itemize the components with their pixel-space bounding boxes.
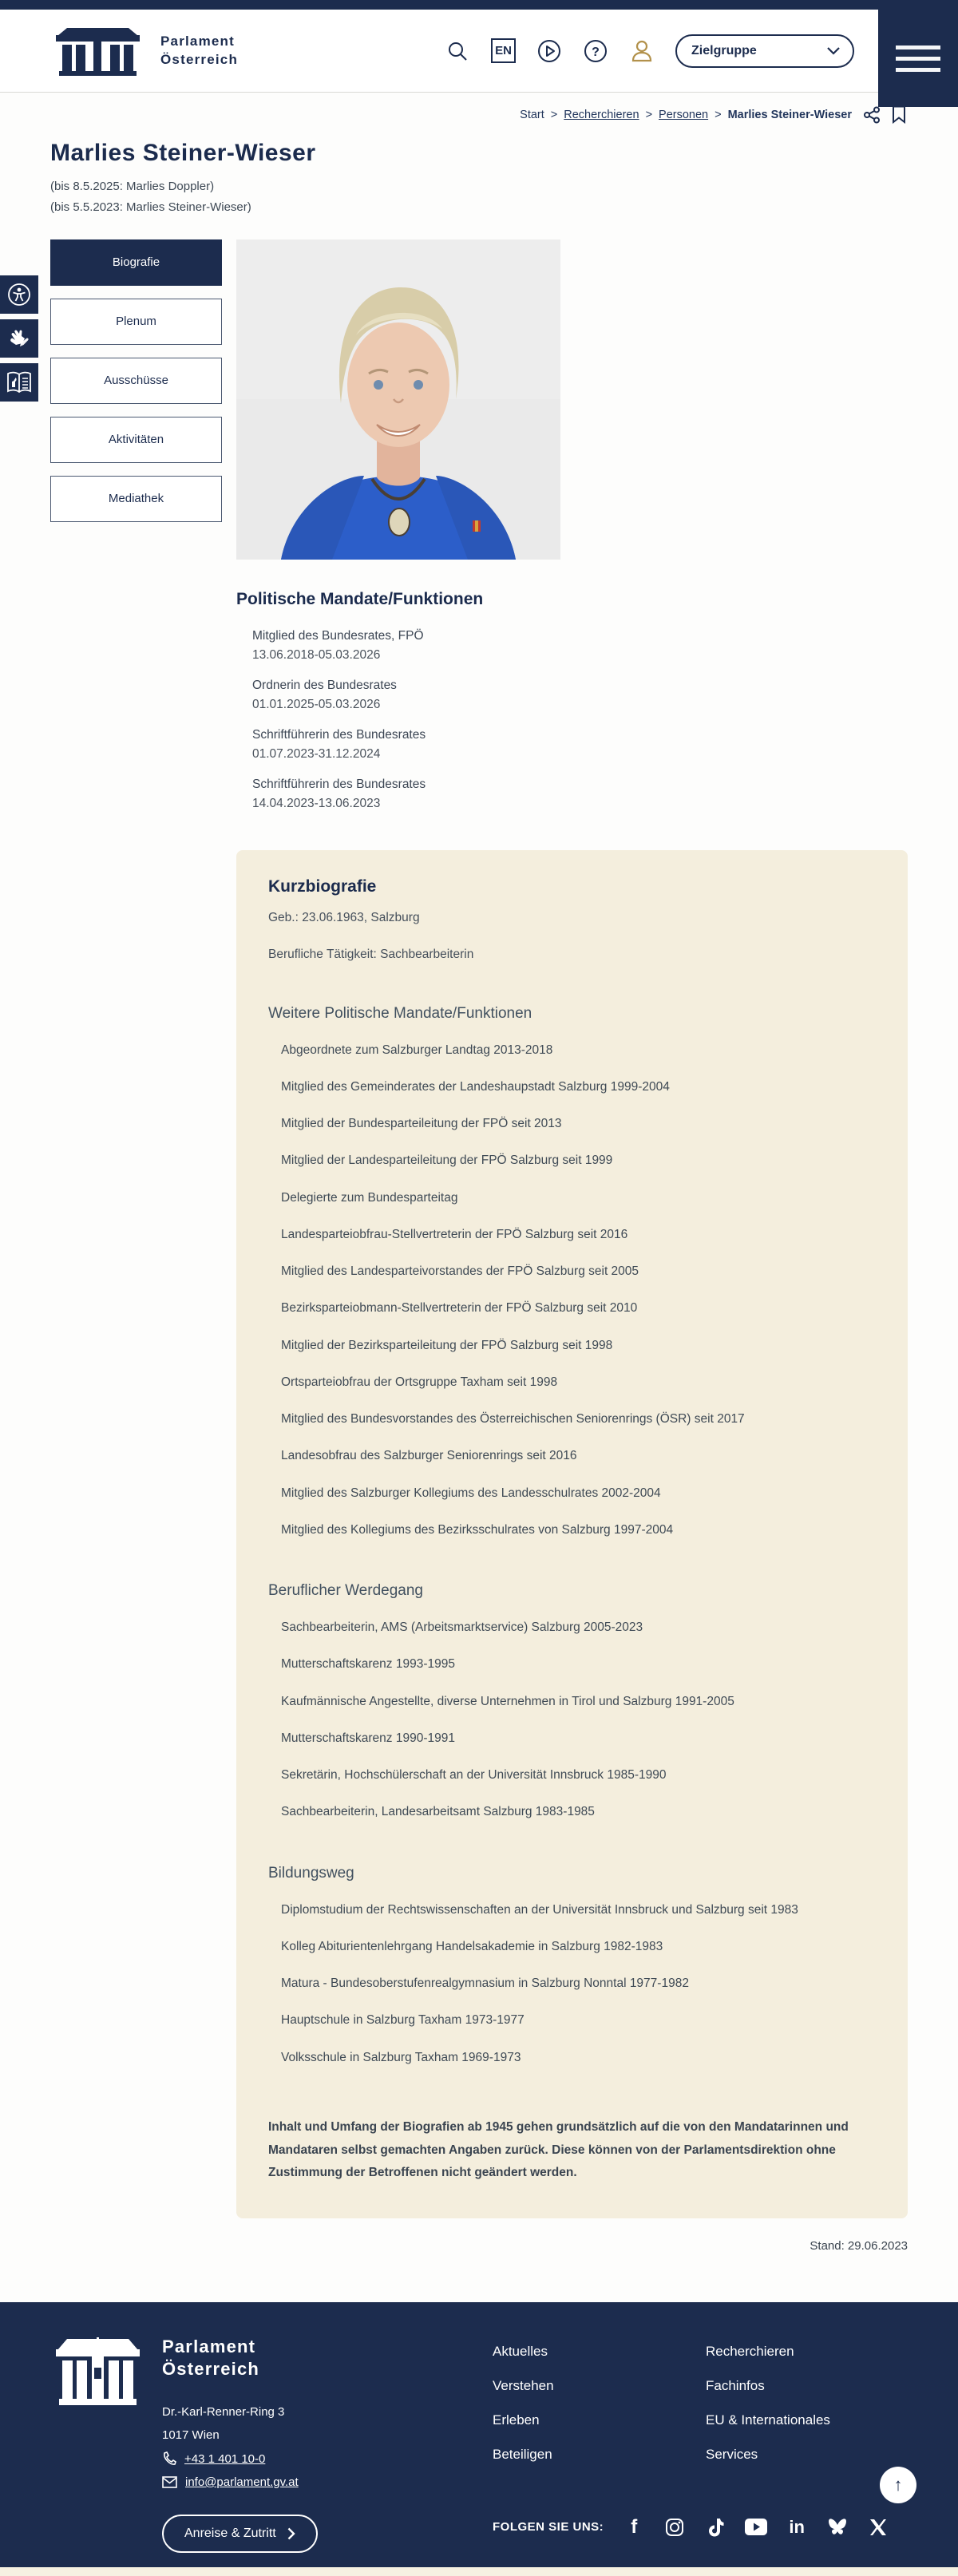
list-item: Kaufmännische Angestellte, diverse Unternehmen in Tirol und Salzburg 1991-2005 xyxy=(281,1694,734,1708)
footer-nav-link[interactable]: Services xyxy=(706,2446,758,2462)
list-item: Mitglied des Bundesvorstandes des Österreichischen Seniorenrings (ÖSR) seit 2017 xyxy=(281,1412,745,1426)
footer-address: Dr.-Karl-Renner-Ring 3 1017 Wien +43 1 401 10-0 info@parlament.gv.at xyxy=(162,2400,318,2494)
facebook-icon[interactable]: f xyxy=(631,2515,638,2538)
footer-nav-link[interactable]: Beteiligen xyxy=(493,2446,552,2462)
mandates-title: Politische Mandate/Funktionen xyxy=(236,589,484,608)
breadcrumb-item[interactable]: Marlies Steiner-Wieser xyxy=(727,108,852,121)
mandate-entry: Schriftführerin des Bundesrates 01.07.2023-31.12.2024 xyxy=(252,727,426,761)
biography-content xyxy=(236,239,908,2302)
footer-nav-column-2 xyxy=(706,2344,830,2481)
phone-icon xyxy=(162,2451,176,2466)
list-item: Mitglied des Kollegiums des Bezirksschulrates von Salzburg 1997-2004 xyxy=(281,1522,674,1537)
weitere-mandate-section xyxy=(268,1005,876,1540)
biography-disclaimer: Inhalt und Umfang der Biografien ab 1945 gehen grundsätzlich auf die von den Mandatarinnen und Mandataren selbst gemachten Angaben zurück. Diese können von der Parlamentsdirektion ohne Zustimmung der Betroffenen nicht geändert werden. xyxy=(268,2119,849,2180)
zielgruppe-dropdown[interactable] xyxy=(675,34,854,68)
list-item: Sekretärin, Hochschülerschaft an der Universität Innsbruck 1985-1990 xyxy=(281,1768,667,1783)
section-tabs xyxy=(50,239,222,2302)
mandate-entry: Ordnerin des Bundesrates 01.01.2025-05.03.2026 xyxy=(252,678,397,711)
list-item: Matura - Bundesoberstufenrealgymnasium in Salzburg Nonntal 1977-1982 xyxy=(281,1977,689,1991)
list-item: Mitglied des Salzburger Kollegiums des Landesschulrates 2002-2004 xyxy=(281,1486,661,1500)
footer-phone-link[interactable]: +43 1 401 10-0 xyxy=(184,2451,266,2466)
instagram-icon[interactable] xyxy=(663,2516,686,2538)
bildungsweg-section xyxy=(268,1865,876,2067)
arrow-up-icon: ↑ xyxy=(893,2474,903,2495)
breadcrumb-items xyxy=(520,109,852,121)
user-icon[interactable] xyxy=(629,38,655,64)
list-item: Mutterschaftskarenz 1990-1991 xyxy=(281,1731,455,1745)
bildungsweg-heading: Bildungsweg xyxy=(268,1864,354,1882)
list-item: Mitglied der Landesparteileitung der FPÖ Salzburg seit 1999 xyxy=(281,1153,613,1168)
list-item: Volksschule in Salzburg Taxham 1969-1973 xyxy=(281,2050,521,2064)
section-tab[interactable]: Aktivitäten xyxy=(50,417,222,463)
hamburger-menu-button[interactable] xyxy=(878,10,958,107)
former-names xyxy=(50,176,908,219)
accessibility-rail xyxy=(0,275,38,402)
x-icon[interactable] xyxy=(867,2516,889,2538)
list-item: Mitglied der Bezirksparteileitung der FPÖ Salzburg seit 1998 xyxy=(281,1338,613,1352)
section-tab[interactable]: Mediathek xyxy=(50,476,222,522)
search-icon[interactable] xyxy=(445,38,470,64)
list-item: Abgeordnete zum Salzburger Landtag 2013-2018 xyxy=(281,1043,553,1057)
breadcrumb-separator: > xyxy=(715,108,722,121)
footer-brand-block xyxy=(56,2333,318,2553)
mandates-section xyxy=(236,590,908,813)
breadcrumb-separator: > xyxy=(645,108,653,121)
beruflicher-werdegang-heading: Beruflicher Werdegang xyxy=(268,1582,423,1600)
breadcrumb-separator: > xyxy=(550,108,558,121)
sign-language-icon[interactable] xyxy=(0,319,38,358)
chevron-right-icon xyxy=(287,2527,295,2540)
weitere-mandate-list xyxy=(268,1041,876,1540)
main-content xyxy=(0,140,958,2302)
envelope-icon xyxy=(162,2476,177,2488)
language-en-button[interactable]: EN xyxy=(491,38,516,63)
list-item: Bezirksparteiobmann-Stellvertreterin der FPÖ Salzburg seit 2010 xyxy=(281,1301,638,1316)
footer-email-link[interactable]: info@parlament.gv.at xyxy=(185,2475,299,2489)
scroll-to-top-button[interactable] xyxy=(880,2467,916,2503)
list-item: Sachbearbeiterin, AMS (Arbeitsmarktservice) Salzburg 2005-2023 xyxy=(281,1620,643,1635)
header-actions xyxy=(445,10,854,92)
easy-language-icon[interactable] xyxy=(0,363,38,402)
footer-nav-link[interactable]: Aktuelles xyxy=(493,2343,548,2359)
portrait-photo xyxy=(236,239,560,560)
share-icon[interactable] xyxy=(863,106,881,124)
footer-brand-text: Parlament Österreich xyxy=(162,2336,260,2380)
tiktok-icon[interactable] xyxy=(704,2516,726,2538)
former-name-line: (bis 8.5.2025: Marlies Doppler) xyxy=(50,180,215,193)
mandates-list xyxy=(236,627,908,813)
parliament-temple-icon xyxy=(56,2333,140,2408)
bookmark-icon[interactable] xyxy=(892,105,906,124)
play-circle-icon[interactable] xyxy=(536,38,562,64)
list-item: Kolleg Abiturientenlehrgang Handelsakademie in Salzburg 1982-1983 xyxy=(281,1939,663,1953)
footer-nav-link[interactable]: Erleben xyxy=(493,2412,540,2428)
kurzbiografie-title: Kurzbiografie xyxy=(268,876,377,896)
svg-text:?: ? xyxy=(592,45,600,59)
list-item: Hauptschule in Salzburg Taxham 1973-1977 xyxy=(281,2013,525,2028)
footer-nav-link[interactable]: Recherchieren xyxy=(706,2343,794,2359)
accessibility-icon[interactable] xyxy=(0,275,38,314)
parliament-temple-icon xyxy=(56,26,140,76)
list-item: Mitglied des Landesparteivorstandes der FPÖ Salzburg seit 2005 xyxy=(281,1264,639,1279)
section-tab[interactable]: Biografie xyxy=(50,239,222,286)
list-item: Landesobfrau des Salzburger Seniorenrings seit 2016 xyxy=(281,1449,577,1463)
follow-us-label: FOLGEN SIE UNS: xyxy=(493,2520,604,2534)
list-item: Mutterschaftskarenz 1993-1995 xyxy=(281,1657,455,1672)
breadcrumb-item[interactable]: Recherchieren > xyxy=(564,108,653,121)
anreise-zutritt-button[interactable]: Anreise & Zutritt xyxy=(162,2515,318,2553)
former-name-line: (bis 5.5.2023: Marlies Steiner-Wieser) xyxy=(50,200,251,215)
brand-text: Parlament Österreich xyxy=(160,33,239,67)
footer-nav-link[interactable]: EU & Internationales xyxy=(706,2412,830,2428)
zielgruppe-label: Zielgruppe xyxy=(691,43,757,57)
weitere-mandate-heading: Weitere Politische Mandate/Funktionen xyxy=(268,1004,532,1022)
footer-nav-link[interactable]: Fachinfos xyxy=(706,2377,765,2393)
occupation-info: Berufliche Tätigkeit: Sachbearbeiterin xyxy=(268,947,474,961)
header-logo[interactable] xyxy=(56,26,238,76)
site-footer xyxy=(0,2302,958,2567)
social-icons xyxy=(623,2516,889,2538)
bildungsweg-list xyxy=(268,1901,876,2067)
footer-nav-link[interactable]: Verstehen xyxy=(493,2377,554,2393)
chevron-down-icon xyxy=(827,47,840,55)
help-circle-icon[interactable] xyxy=(583,38,608,64)
beruflicher-werdegang-section xyxy=(268,1582,876,1822)
list-item: Diplomstudium der Rechtswissenschaften an der Universität Innsbruck und Salzburg seit 1983 xyxy=(281,1902,798,1917)
mandate-entry: Schriftführerin des Bundesrates 14.04.2023-13.06.2023 xyxy=(252,777,426,810)
page-title: Marlies Steiner-Wieser xyxy=(50,140,316,166)
list-item: Landesparteiobfrau-Stellvertreterin der FPÖ Salzburg seit 2016 xyxy=(281,1227,628,1241)
youtube-icon[interactable] xyxy=(745,2516,767,2538)
mandate-entry: Mitglied des Bundesrates, FPÖ 13.06.2018-05.03.2026 xyxy=(252,628,424,662)
section-tab[interactable]: Ausschüsse xyxy=(50,358,222,404)
breadcrumb-item[interactable]: Start > xyxy=(520,108,558,121)
footer-nav-column-1 xyxy=(493,2344,554,2481)
list-item: Mitglied der Bundesparteileitung der FPÖ seit 2013 xyxy=(281,1117,562,1131)
footer-social-row xyxy=(493,2516,889,2538)
list-item: Mitglied des Gemeinderates der Landeshaupstadt Salzburg 1999-2004 xyxy=(281,1079,670,1094)
list-item: Ortsparteiobfrau der Ortsgruppe Taxham seit 1998 xyxy=(281,1375,558,1389)
top-accent-bar xyxy=(0,0,958,10)
site-header xyxy=(0,10,958,92)
section-tab[interactable]: Plenum xyxy=(50,299,222,345)
list-item: Sachbearbeiterin, Landesarbeitsamt Salzburg 1983-1985 xyxy=(281,1805,595,1819)
birth-info: Geb.: 23.06.1963, Salzburg xyxy=(268,910,420,924)
bottom-strip xyxy=(0,2567,958,2576)
bluesky-icon[interactable] xyxy=(826,2516,849,2538)
linkedin-icon[interactable]: in xyxy=(789,2516,805,2537)
list-item: Delegierte zum Bundesparteitag xyxy=(281,1190,458,1205)
breadcrumb xyxy=(0,93,958,129)
breadcrumb-item[interactable]: Personen > xyxy=(659,108,722,121)
footer-email-row xyxy=(162,2471,318,2494)
footer-phone-row xyxy=(162,2447,318,2471)
last-updated: Stand: 29.06.2023 xyxy=(810,2238,908,2253)
beruflicher-werdegang-list xyxy=(268,1618,876,1822)
kurzbiografie-box xyxy=(236,850,908,2218)
